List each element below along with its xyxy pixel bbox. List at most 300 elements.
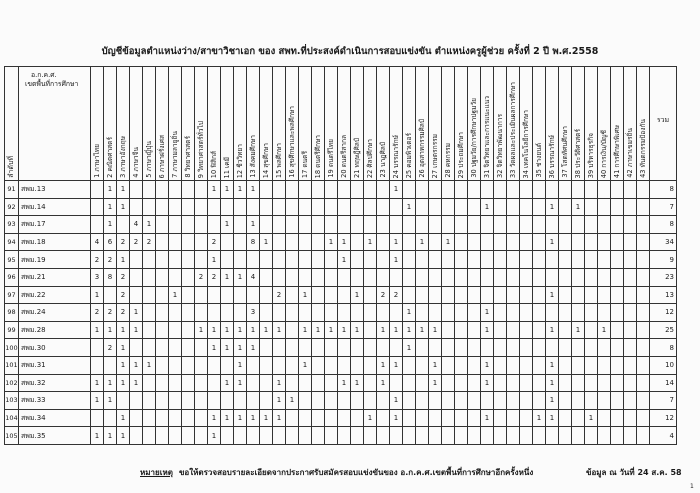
header-subject (221, 67, 234, 181)
vacancy-cell (156, 268, 169, 286)
vacancy-cell (572, 233, 585, 251)
vacancy-cell: 1 (104, 392, 117, 410)
vacancy-cell (286, 216, 299, 234)
vacancy-cell (130, 198, 143, 216)
vacancy-cell (130, 251, 143, 269)
vacancy-cell: 1 (221, 409, 234, 427)
vacancy-cell (533, 427, 546, 445)
vacancy-cell (481, 427, 494, 445)
header-subject-label: 27 เกษตรกรรม (430, 133, 439, 178)
vacancy-cell (416, 251, 429, 269)
header-subject (520, 67, 533, 181)
vacancy-cell (182, 286, 195, 304)
vacancy-cell (455, 198, 468, 216)
vacancy-cell (468, 181, 481, 199)
vacancy-cell (299, 251, 312, 269)
vacancy-cell (585, 321, 598, 339)
vacancy-cell (585, 427, 598, 445)
vacancy-cell (325, 251, 338, 269)
vacancy-cell (637, 427, 650, 445)
vacancy-cell: 2 (104, 339, 117, 357)
vacancy-cell (273, 233, 286, 251)
vacancy-cell: 1 (273, 392, 286, 410)
vacancy-cell (481, 216, 494, 234)
vacancy-cell (559, 427, 572, 445)
header-subject-label: 11 เคมี (222, 156, 231, 178)
vacancy-cell (468, 427, 481, 445)
table-row (5, 216, 677, 234)
vacancy-cell (143, 427, 156, 445)
header-subject-label: 26 อุตสาหกรรมศิลป์ (417, 119, 426, 178)
vacancy-cell: 1 (585, 409, 598, 427)
vacancy-cell (104, 409, 117, 427)
vacancy-cell: 1 (390, 409, 403, 427)
header-region (19, 67, 91, 181)
vacancy-cell (247, 251, 260, 269)
vacancy-cell (559, 198, 572, 216)
vacancy-cell (546, 181, 559, 199)
vacancy-cell: 1 (91, 321, 104, 339)
vacancy-cell (598, 356, 611, 374)
vacancy-cell (637, 339, 650, 357)
vacancy-cell (364, 321, 377, 339)
vacancy-cell: 1 (104, 374, 117, 392)
vacancy-cell (299, 304, 312, 322)
vacancy-cell (455, 286, 468, 304)
header-total (650, 67, 677, 181)
row-region: สพม.14 (19, 198, 91, 216)
vacancy-cell (572, 339, 585, 357)
vacancy-cell (520, 339, 533, 357)
vacancy-cell: 1 (351, 321, 364, 339)
vacancy-cell (351, 392, 364, 410)
vacancy-cell (533, 268, 546, 286)
vacancy-cell (130, 268, 143, 286)
vacancy-cell (572, 356, 585, 374)
vacancy-cell (351, 198, 364, 216)
vacancy-cell (481, 392, 494, 410)
vacancy-cell (520, 286, 533, 304)
vacancy-cell (299, 181, 312, 199)
vacancy-cell: 1 (247, 409, 260, 427)
vacancy-cell (91, 356, 104, 374)
vacancy-cell (520, 233, 533, 251)
vacancy-cell (507, 181, 520, 199)
vacancy-cell (494, 392, 507, 410)
header-subject-label: 20 ดนตรีสากล (339, 135, 348, 178)
header-subject (572, 67, 585, 181)
vacancy-cell (286, 427, 299, 445)
vacancy-cell: 1 (117, 181, 130, 199)
header-subject-label: 14 สุขศึกษา (261, 142, 270, 178)
vacancy-cell (156, 181, 169, 199)
vacancy-cell (260, 356, 273, 374)
vacancy-cell (637, 233, 650, 251)
row-number: 97 (5, 286, 19, 304)
vacancy-cell (637, 268, 650, 286)
vacancy-cell (572, 268, 585, 286)
row-number: 104 (5, 409, 19, 427)
vacancy-cell (169, 427, 182, 445)
vacancy-cell (247, 286, 260, 304)
vacancy-cell (273, 427, 286, 445)
vacancy-cell (442, 286, 455, 304)
vacancy-cell: 1 (429, 321, 442, 339)
vacancy-cell (559, 268, 572, 286)
vacancy-cell (624, 321, 637, 339)
vacancy-cell (325, 198, 338, 216)
vacancy-cell (182, 268, 195, 286)
vacancy-cell (156, 409, 169, 427)
vacancy-cell (286, 304, 299, 322)
vacancy-cell (624, 339, 637, 357)
vacancy-cell (559, 216, 572, 234)
vacancy-cell (442, 251, 455, 269)
header-subject-label: 41 การศึกษาพิเศษ (612, 124, 621, 178)
row-region: สพม.22 (19, 286, 91, 304)
vacancy-cell (312, 198, 325, 216)
vacancy-cell (598, 251, 611, 269)
row-number: 91 (5, 181, 19, 199)
vacancy-cell (260, 251, 273, 269)
row-region: สพม.18 (19, 233, 91, 251)
row-region: สพม.35 (19, 427, 91, 445)
header-subject (130, 67, 143, 181)
vacancy-cell (156, 427, 169, 445)
vacancy-cell (416, 304, 429, 322)
vacancy-cell (429, 251, 442, 269)
vacancy-cell (572, 216, 585, 234)
vacancy-cell (208, 286, 221, 304)
vacancy-cell: 1 (403, 321, 416, 339)
vacancy-cell (312, 392, 325, 410)
vacancy-cell (338, 181, 351, 199)
vacancy-cell (156, 216, 169, 234)
vacancy-cell (377, 427, 390, 445)
vacancy-cell (377, 181, 390, 199)
vacancy-cell: 2 (130, 233, 143, 251)
vacancy-cell (247, 374, 260, 392)
vacancy-cell (455, 374, 468, 392)
vacancy-cell (468, 268, 481, 286)
vacancy-cell: 3 (91, 268, 104, 286)
header-subject-label: 29 ประถมศึกษา (456, 131, 465, 178)
vacancy-cell (208, 304, 221, 322)
vacancy-cell (533, 233, 546, 251)
vacancy-cell: 8 (104, 268, 117, 286)
vacancy-cell (247, 198, 260, 216)
vacancy-cell (325, 216, 338, 234)
vacancy-cell (637, 392, 650, 410)
vacancy-cell: 2 (143, 233, 156, 251)
vacancy-cell: 1 (130, 374, 143, 392)
vacancy-cell (364, 339, 377, 357)
vacancy-cell (611, 374, 624, 392)
vacancy-cell: 1 (364, 409, 377, 427)
vacancy-cell (273, 304, 286, 322)
vacancy-cell (585, 286, 598, 304)
vacancy-cell (312, 216, 325, 234)
vacancy-cell: 1 (234, 409, 247, 427)
vacancy-cell (195, 233, 208, 251)
vacancy-cell (624, 181, 637, 199)
vacancy-cell: 1 (546, 374, 559, 392)
data-as-of-date: ข้อมูล ณ วันที่ 24 ส.ค. 58 (586, 468, 682, 477)
page-title: บัญชีข้อมูลตำแหน่งว่าง/สาขาวิชาเอก ของ สพท.ที่ประสงค์ดำเนินการสอบแข่งขัน ตำแหน่งครูผู้ช่วย ครั้งที่ 2 ปี พ.ศ.2558 (101, 46, 599, 57)
vacancy-cell (234, 251, 247, 269)
vacancy-cell: 1 (416, 321, 429, 339)
vacancy-cell: 2 (377, 286, 390, 304)
vacancy-cell (169, 268, 182, 286)
vacancy-cell (143, 181, 156, 199)
vacancy-cell (390, 427, 403, 445)
vacancy-cell: 1 (234, 339, 247, 357)
vacancy-cell: 4 (247, 268, 260, 286)
header-subject (403, 67, 416, 181)
row-total: 7 (650, 198, 677, 216)
vacancy-cell (403, 181, 416, 199)
vacancy-cell (611, 392, 624, 410)
header-subject-label: 37 โสตทัศนศึกษา (560, 126, 569, 178)
vacancy-cell (260, 427, 273, 445)
footnote-text: ขอให้ตรวจสอบรายละเอียดจากประกาศรับสมัครสอบแข่งขันของ อ.ก.ค.ศ.เขตพื้นที่การศึกษาอีกครั้งหนึ่ง (178, 468, 534, 477)
vacancy-cell (338, 392, 351, 410)
vacancy-cell (247, 427, 260, 445)
header-subject (546, 67, 559, 181)
vacancy-cell (338, 427, 351, 445)
vacancy-cell (312, 304, 325, 322)
vacancy-cell (637, 374, 650, 392)
vacancy-cell (169, 339, 182, 357)
vacancy-cell (364, 392, 377, 410)
vacancy-cell (195, 216, 208, 234)
vacancy-cell (221, 392, 234, 410)
vacancy-cell (559, 409, 572, 427)
row-total: 25 (650, 321, 677, 339)
vacancy-cell (429, 427, 442, 445)
vacancy-cell (143, 198, 156, 216)
header-subject-label: 15 พลศึกษา (274, 142, 283, 178)
vacancy-cell (429, 392, 442, 410)
vacancy-cell (312, 374, 325, 392)
vacancy-cell (481, 181, 494, 199)
vacancy-cell (390, 304, 403, 322)
vacancy-cell (507, 356, 520, 374)
vacancy-cell (559, 321, 572, 339)
vacancy-cell (494, 427, 507, 445)
vacancy-cell (338, 286, 351, 304)
vacancy-cell (533, 356, 546, 374)
vacancy-cell (182, 216, 195, 234)
vacancy-cell (273, 198, 286, 216)
vacancy-cell (624, 427, 637, 445)
vacancy-cell (637, 304, 650, 322)
vacancy-cell: 1 (208, 321, 221, 339)
vacancy-cell (559, 304, 572, 322)
row-number: 99 (5, 321, 19, 339)
header-subject (182, 67, 195, 181)
vacancy-cell: 1 (247, 339, 260, 357)
table-row (5, 392, 677, 410)
header-subject (312, 67, 325, 181)
vacancy-cell (585, 216, 598, 234)
vacancy-cell (481, 268, 494, 286)
vacancy-cell (494, 409, 507, 427)
vacancy-cell (455, 339, 468, 357)
vacancy-cell (169, 392, 182, 410)
vacancy-cell: 1 (221, 216, 234, 234)
vacancy-cell (520, 251, 533, 269)
header-subject (247, 67, 260, 181)
vacancy-cell (611, 181, 624, 199)
header-subject-label: 13 สังคมศึกษา (248, 135, 257, 178)
vacancy-cell: 1 (546, 321, 559, 339)
vacancy-cell (364, 356, 377, 374)
vacancy-cell (611, 233, 624, 251)
vacancy-cell (195, 427, 208, 445)
vacancy-cell (624, 198, 637, 216)
vacancy-cell: 1 (377, 374, 390, 392)
vacancy-cell (143, 251, 156, 269)
vacancy-cell (260, 216, 273, 234)
vacancy-cell (182, 374, 195, 392)
vacancy-cell (442, 198, 455, 216)
vacancy-cell: 2 (195, 268, 208, 286)
vacancy-cell (234, 216, 247, 234)
header-subject-label: 31 จิตวิทยาและการแนะแนว (482, 95, 491, 178)
vacancy-cell (351, 304, 364, 322)
vacancy-cell: 2 (91, 251, 104, 269)
vacancy-cell (494, 321, 507, 339)
header-subject-label: 10 ฟิสิกส์ (209, 150, 218, 178)
vacancy-cell (260, 268, 273, 286)
vacancy-cell (611, 304, 624, 322)
vacancy-cell (559, 181, 572, 199)
vacancy-cell: 1 (260, 409, 273, 427)
table-row (5, 181, 677, 199)
header-subject (286, 67, 299, 181)
vacancy-cell (468, 251, 481, 269)
header-subject-label: 23 นาฏศิลป์ (378, 142, 387, 178)
vacancy-cell (221, 356, 234, 374)
vacancy-cell: 1 (221, 321, 234, 339)
vacancy-cell (234, 233, 247, 251)
vacancy-cell (325, 392, 338, 410)
vacancy-cell (143, 374, 156, 392)
vacancy-cell (442, 216, 455, 234)
vacancy-cell (468, 356, 481, 374)
vacancy-cell (546, 339, 559, 357)
vacancy-cell (403, 268, 416, 286)
vacancy-cell (520, 409, 533, 427)
vacancy-cell: 1 (208, 409, 221, 427)
vacancy-cell: 1 (234, 321, 247, 339)
vacancy-cell (260, 304, 273, 322)
table-header-row (5, 67, 677, 181)
vacancy-cell (260, 181, 273, 199)
vacancy-cell (377, 339, 390, 357)
vacancy-cell (507, 374, 520, 392)
vacancy-cell (377, 251, 390, 269)
vacancy-cell: 1 (429, 356, 442, 374)
vacancy-cell: 3 (247, 304, 260, 322)
vacancy-cell (429, 286, 442, 304)
vacancy-cell (351, 339, 364, 357)
vacancy-cell: 1 (481, 304, 494, 322)
vacancy-cell (598, 427, 611, 445)
vacancy-cell (442, 374, 455, 392)
vacancy-cell (637, 286, 650, 304)
vacancy-cell (624, 374, 637, 392)
vacancy-cell (468, 304, 481, 322)
vacancy-cell (572, 181, 585, 199)
header-rownum-label: ลำดับที่ (7, 156, 15, 178)
vacancy-cell (182, 409, 195, 427)
header-subject-label: 38 ประวัติศาสตร์ (573, 128, 582, 178)
vacancy-cell (273, 356, 286, 374)
vacancy-cell (559, 374, 572, 392)
vacancy-cell (520, 374, 533, 392)
vacancy-cell: 1 (442, 233, 455, 251)
header-subject-label: 7 ภาษามลายูถิ่น (170, 131, 179, 178)
row-number: 92 (5, 198, 19, 216)
vacancy-cell: 1 (208, 181, 221, 199)
vacancy-cell: 1 (403, 304, 416, 322)
vacancy-cell (273, 268, 286, 286)
vacancy-cell (169, 198, 182, 216)
header-subject-label: 1 ภาษาไทย (92, 144, 101, 178)
vacancy-cell: 1 (273, 374, 286, 392)
vacancy-cell: 2 (117, 268, 130, 286)
row-total: 12 (650, 304, 677, 322)
vacancy-cell (507, 233, 520, 251)
header-region-line2: เขตพื้นที่การศึกษา (25, 80, 79, 88)
vacancy-cell (416, 286, 429, 304)
header-subject-label: 16 สุขศึกษาและพลศึกษา (287, 106, 296, 178)
vacancy-cell (364, 251, 377, 269)
vacancy-cell: 1 (351, 286, 364, 304)
header-subject-label: 19 ดนตรีไทย (326, 139, 335, 178)
vacancy-cell (494, 216, 507, 234)
header-subject-label: 9 วิทยาศาสตร์ทั่วไป (196, 120, 205, 178)
vacancy-cell (507, 339, 520, 357)
vacancy-cell (585, 268, 598, 286)
vacancy-cell (585, 339, 598, 357)
vacancy-cell (598, 304, 611, 322)
vacancy-cell (338, 356, 351, 374)
vacancy-cell (559, 392, 572, 410)
vacancy-cell (507, 427, 520, 445)
vacancy-cell (455, 304, 468, 322)
vacancy-cell (208, 374, 221, 392)
vacancy-cell (611, 286, 624, 304)
row-region: สพม.19 (19, 251, 91, 269)
vacancy-cell (338, 198, 351, 216)
footnote (140, 466, 533, 479)
vacancy-cell (455, 268, 468, 286)
vacancy-cell: 1 (117, 409, 130, 427)
row-total: 23 (650, 268, 677, 286)
vacancy-cell: 1 (273, 321, 286, 339)
row-region: สพม.17 (19, 216, 91, 234)
vacancy-cell (455, 356, 468, 374)
header-subject (169, 67, 182, 181)
vacancy-cell: 1 (325, 233, 338, 251)
vacancy-cell (507, 409, 520, 427)
vacancy-cell: 1 (403, 198, 416, 216)
vacancy-cell (572, 374, 585, 392)
vacancy-cell (572, 304, 585, 322)
